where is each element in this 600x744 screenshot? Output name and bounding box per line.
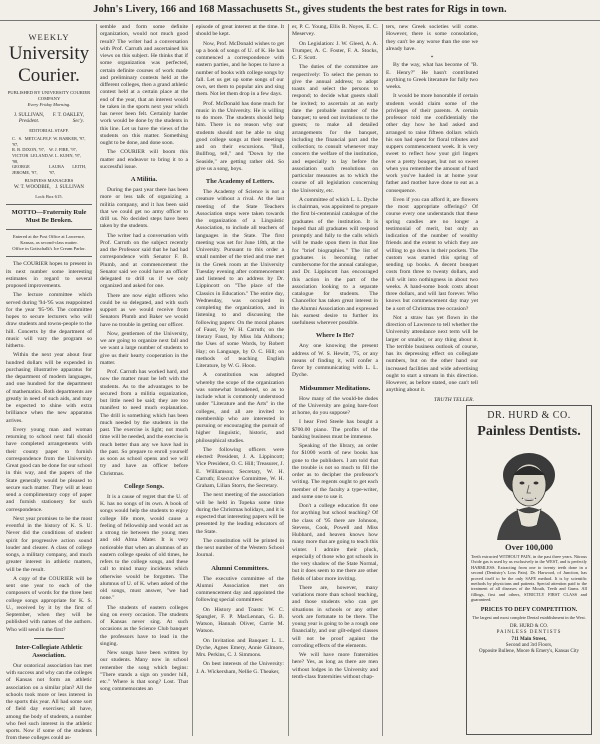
paragraph: During the past year there has been more or less talk of organizing a militia company, and it has been said that we could get no army officer to drill us. No decided steps have been taken by the students. <box>100 187 188 230</box>
entered-notice: Entered at the Post Office at Lawrence, Kansas, as second-class matter. <box>12 234 86 246</box>
paragraph: It is a cause of regret that the U. of K. has no songs of its own. A book of songs would help the students to enjoy college life more, would cause a feeling of fellowship and would act as a strong tie between the young men and old Alma Mater. It is very noticeable that when an alumnus of an eastern college speaks of old times, he refers to the college songs, and these call to mind many incidents which otherwise would be forgotten. The alumnus of U. of K. when asked of the old songs, must answer, "we had none." <box>100 493 188 602</box>
staff-member: W. L. KUHN, '97, <box>49 153 81 159</box>
paragraph: ters, new Greek societies will come. However, there is some consolation, they can't be any worse than the one we already have. <box>386 24 478 52</box>
paragraph: Every young man and woman returning to school next fall should have completed arrangements with their county paper to furnish correspondence from the University. Great good can be done for our school in this way, and the papers of the State generally would be pleased to secure such matter. They will at least send a complimentary copy of paper and furnish stationery for such correspondence. <box>6 426 92 513</box>
paragraph: Within the next year about four hundred dollars will be expended in purchasing illustrative apparatus for the department of modern languages, and one hundred for the department of mathematics. Both departments are greatly in need of such aids, and may be expected to shine with extra brilliance when the new apparatus arrives. <box>6 352 92 424</box>
masthead-motto: MOTTO—Fraternity Rule Must Be Broken. <box>11 209 87 225</box>
article-heading: Where Is He? <box>315 332 355 340</box>
woman-portrait-icon <box>487 445 571 540</box>
masthead-title: University Courier. <box>8 43 90 87</box>
article-heading: The Academy of Letters. <box>205 178 275 185</box>
secretary-title: Sec'y. <box>72 119 84 125</box>
paragraph: Any one knowing the present address of W. S. Hewitt, '75, or any means of finding it, will confer a favor by communicating with L. L. Dyche. <box>292 343 378 379</box>
paragraph: The constitution will be printed in the next number of the Western School Journal. <box>196 537 284 559</box>
paragraph: We will have more fraternities here? Yes, as long as there are men without lodges in the University and tenth-class fraternities without chap- <box>292 652 378 680</box>
column-5 <box>386 24 478 402</box>
paragraph: The students of eastern colleges sing on every occasion. The students of Kansas never sing. At such occasions as the Science Club banquet the professors have to lead in the singing. <box>100 604 188 647</box>
business-managers-heading: BUSINESS MANAGERS <box>24 178 74 184</box>
ad-firm: DR. HURD & CO. <box>509 624 549 630</box>
paragraph: Now, Prof. McDonald wishes to get up a book of songs of U. of K. He has commenced a correspondence with eastern parties, and he hopes to have a number of books with college songs by fall. Let us get up some songs of our own, set them to popular airs and sing them. Not let them drop in a few days. <box>196 40 284 98</box>
ad-largest: The largest and most complete Dental establishment in the West. <box>472 614 586 620</box>
paragraph: It would be more honorable if certain students would claim some of the privileges of their parents. A certain professor told me confidentially the other day how he had asked and arranged to raise fifteen dollars which his son had spent for floral tributes and suppers commencement week. It is very sweet to reflect how your girl lingers over a pretty bouquet, but not so sweet when you remember the amount of hard work you've hauled in at home your father and mother have done to eat as a consequence. <box>386 93 478 194</box>
paragraph: The executive committee of the Alumni Association met on commencement day and appointed the following special committees: <box>196 575 284 604</box>
paragraph: There are now eight officers who could be so delegated, and with such support as we would receive from Senators Plumb and Baker we would have no trouble in getting our officer. <box>100 292 188 328</box>
paragraph: Don't a college education fit one for anything but school teaching? Of the class of '95 there are Johnson, Stevens, Cook, Powell and Miss Hubbard, and heaven knows how many more that are going to teach this winter. I admire their pluck, especially of those who got schools in the very shadow of the State Normal, but it does seem to me there are other fields of labor more inviting. <box>292 503 378 582</box>
article-heading: Midsummer Meditations. <box>299 384 371 392</box>
column-1 <box>6 24 92 740</box>
ad-floors: Second and 3rd Floors, <box>505 642 553 648</box>
staff-member: R. B. DIXON, '97, <box>12 147 45 153</box>
paragraph: Now, gentlemen of the University, we are going to organize next fall and we want a large number of students to give us their hearty cooperation in the matter. <box>100 330 188 366</box>
office-location: Office in Gottschalk's Ice Cream Parlor. <box>12 246 86 252</box>
business-managers <box>6 185 92 191</box>
ad-prices: PRICES TO DEFY COMPETITION. <box>480 606 578 613</box>
paragraph: By the way, what has become of "B. E. Henry?" He hasn't contributed anything to Greek literature for fully two weeks. <box>386 62 478 90</box>
paragraph: I hear Fred Steele has bought a $700.00 piano. The profits of the banking business must be immense. <box>292 419 378 440</box>
paragraph: Even if you can afford it, are flowers the most appropriate offerings? Of course every one understands that these spring candies are no longer a testimonial of merit, but only an indication of the number of wealthy friends and the extent to which they are willing to go down in their pockets. The custom was started this spring of sending up books. A decent bouquet costs from three to twenty dollars, and will wilt into nothingness in about two weeks. A hand-some book costs about three dollars, and will last forever. Who knows but commencement day may yet be a sort of Christmas tree occasion? <box>386 196 478 312</box>
paragraph: The following officers were elected: President, J. A. Lippincott; Vice President, O. C. Hill; Treasurer, J. E. Williamson; Secretary, W. H. Carruth; Executive Committee, W. H. Graham, Lilian Storrs, the Secretary. <box>196 446 284 489</box>
president-name: J. SULLIVAN, <box>14 113 45 119</box>
column-rule <box>288 24 289 736</box>
divider <box>6 229 92 230</box>
manager-2: J. SULLIVAN <box>55 185 84 191</box>
ad-address-block <box>471 624 587 655</box>
staff-member: GEORGE JEROME, '97, <box>12 164 38 175</box>
staff-member: C. S. METCALFE, '97, <box>12 136 49 147</box>
livery-banner: John's Livery, 166 and 168 Massachusetts St., gives students the best rates for Rigs in town. <box>0 0 600 21</box>
divider <box>6 256 92 257</box>
paragraph: The COURIER hopes to present in its next number some interesting estimates in regard to several proposed improvements. <box>6 261 92 290</box>
paragraph: On History and Toasts: W. C. Spangler, F. P. MacLennan, G. B. Watson, Hannah Oliver, Carrie M. Watson. <box>196 606 284 635</box>
paragraph: The writer had a conversation with Prof. Carruth on the subject recently and the Professor said that he had had correspondence with Senator F. B. Plumb, and at commencement the Senator said we could have an officer delegated to drill us if we only organized and asked for one. <box>100 232 188 290</box>
ad-opposite: Opposite Bullene, Moore & Emery's, Kansas City <box>478 649 580 655</box>
paragraph: Next year promises to be the most eventful in the history of K. S. U. Never did the conditions of student spirit for progressive action sound louder and clearer. A class of college songs, a military company, and much greater interest in athletic matters, will be the result. <box>6 515 92 573</box>
paragraph: er, P. C. Young, Ellis B. Noyes, E. C. Meservey. <box>292 24 378 38</box>
secretary-name: F. T. OAKLEY, <box>52 113 84 119</box>
article-heading: Alumni Committees. <box>211 564 269 572</box>
ad-title: Painless Dentists. <box>477 424 581 439</box>
editorial-staff-list <box>12 136 86 175</box>
editorial-staff-heading: EDITORIAL STAFF. <box>29 128 69 134</box>
ad-street: 711 Main Street, <box>511 636 547 642</box>
paragraph: On Invitation and Banquet: L. L. Dyche, Agnes Emery, Annie Gilmore, Mrs. Perkins, C. J. Simmons. <box>196 637 284 658</box>
staff-member: LAURA LEITH, '97, <box>49 164 86 175</box>
paragraph: New songs have been written by our students. Many now in school remember the song which begins: "There stands a sign on yonder hill, etc." Where is that song? Lost. That song commemorates an <box>100 650 188 693</box>
paragraph: The lecture committee which served during '94-'95 was reappointed for the year '95-'96. The committee hopes to secure lecturers who will draw students and towns-people to the hill. Concerts by the department of music will vary the program so hitherto. <box>6 292 92 350</box>
paragraph: Prof. Carruth has worked hard, and now the matter must be left with the students. As to the advantages to be secured from a militia organization, but little need be said; they are too manifest to need much explanation. The drill is something which has been much needed by the students in the past. The exercise is light; not much time will be needed, and the exercise is much better than any we have had in the past. So prepare to enroll yourself as soon as school opens and we will try and have an officer before Christmas. <box>100 369 188 477</box>
column-2 <box>100 24 188 740</box>
column-rule <box>96 24 97 736</box>
staff-member: VICTOR LELAND, '98, <box>12 153 49 164</box>
manager-1: W. T. WOODBIE, <box>14 185 51 191</box>
paragraph: Speaking of the library, an order for $1000 worth of new books has gone to the publishers. I am told that the trouble is not so much to fill the order as to decipher the professor's writing. The regents ought to get each member of the faculty a type-writer, and some one to use it. <box>292 443 378 500</box>
paragraph: On Legislation: J. W. Gleed, A. A. Trumper, A. C. Foster, F. A. Stocks, C. F. Scott. <box>292 40 378 61</box>
column-3 <box>196 24 284 740</box>
paragraph: There are, however, many variations more than school teaching, and those students who can get situations in schools or any other work are fortunate to be there. The young year is going to be a rough one financially, and our gilt-edged classes will not be proof against the corroding effects of the elements. <box>292 584 378 649</box>
article-heading: A Militia. <box>130 176 158 183</box>
masthead-issued: Every Friday Morning. <box>27 102 71 108</box>
dentist-advertisement <box>466 405 592 735</box>
paragraph: A constitution was adopted whereby the scope of the organization was somewhat broadened, so as to include what is commonly understood under "Literature and the Arts" in the colleges, and all are invited to membership who are interested in pursuing or encouraging the pursuit of higher linguistic, historic, and philosophical studies. <box>196 372 284 444</box>
paragraph: The COURIER will boom this matter and endeavor to bring it to a successful issue. <box>100 149 188 170</box>
article-heading: College Songs. <box>123 482 165 490</box>
paragraph: Not a straw has yet flown in the direction of Lawrence to tell whether the University attendance next term will be larger or smaller, or any thing about it. The terrible business outlook of course, has its depressing effect on collegiate numbers, but on the other hand our increased facilities and wide advertising ought to start a stream in this direction. However, as before stated, one can't tell anything about it. <box>386 314 478 394</box>
ad-body: Teeth extracted WITHOUT PAIN, in the past three years. Nitrous Oxide gas is used by us exclusively in the WEST, and is perfectly HARMLESS. Extracting from one to twenty teeth done in a second (Dentistry's Loss Pain). Dr. Harwood, of Junction, has proved itself to be the only SAFE method. It is by scientific methods by physicians and patients. Special attention paid to the treatment of all diseases of the Mouth, Teeth and Gums. All fillings, first and others, STRICTLY FIRST CLASS and guaranteed. <box>471 554 587 603</box>
paragraph: The Academy of Science is not a creature without a rival. At the last meeting of the State Teachers Association steps were taken towards the organization of a Linguistic Association, to include all teachers of languages in the State. The first meeting was set for June 18th, at the University. Pursuant to this order a small number of the tried and true met in the Greek room at the University Tuesday evening after commencement and listened to an address by Dr. Lippincott on "The place of the Classics in Education." The entire day, Wednesday, was occupied in completing the organization, and in listening to and discussing the following papers: On the moral phases of Faust, by W. H. Carruth; on the literary Faust, by Miss Ida Ahlborn; the Uses of some Words, by Robert Hay; on Language, by O. C. Hill; on methods of teaching English Literature, by W. G. Hoon. <box>196 189 284 369</box>
paragraph: episode of great interest at the time. It should be kept. <box>196 24 284 38</box>
column-rule <box>382 24 383 736</box>
paragraph: On best interests of the University: J. A. Wickersham, Nellie G. Theaker, <box>196 661 284 675</box>
column-4 <box>292 24 378 740</box>
masthead-weekly: WEEKLY <box>28 32 70 42</box>
column-rule <box>192 24 193 736</box>
signature: TRUTH TELLER. <box>433 396 474 402</box>
president-title: President. <box>18 119 40 125</box>
masthead-publisher: PUBLISHED BY UNIVERSITY COURIER COMPANY <box>7 90 91 102</box>
separator-star: * <box>430 55 434 61</box>
paragraph: How many of the would-be dudes of the University are going bare-foot at home, do you suppose? <box>292 395 378 416</box>
paragraph: semble and form some definite organization, would not much good result? The writer had a conversation with Prof. Carruth and ascertained his views on this subject. He thinks that if some organization was perfected, certain definite courses of work made and preliminary contests held at the different colleges, then a grand athletic contest held at a certain place at the end of the year, that an interest would be taken in the sports next year which has never been felt. Certainly harder work would be done by the students in this line. Let us have the views of the students on this matter. Something ought to be done, and done soon. <box>100 24 188 146</box>
paragraph: The duties of the committee are respectively: To select the person to give the annual address; to adopt toasts and select the persons to respond; to decide what guests shall be invited; to ascertain at an early date the probable number of the banquet; to send out invitations to the guests; to make all detailed arrangements for the banquet, including the financial part and the collection; to consult whenever may concern the welfare of the institution, and especially to lay before the association such resolutions on particular measures as to which the course of all legislation concerning the University, etc. <box>292 64 378 194</box>
paragraph: A copy of the COURIER will be sent one year to each of the composers of words for the three best college songs appropriate for K. S. U., received by it by the first of September, when they will be published with names of the authors. Who will send in the first? <box>6 575 92 633</box>
paragraph: The next meeting of the association will be held in Topeka some time during the Christmas holidays, and it is expected that interesting papers will be presented by the leading educators of the State. <box>196 492 284 535</box>
divider <box>6 204 92 205</box>
ad-heading: DR. HURD & CO. <box>487 410 571 421</box>
staff-member: W. J. FIRE, '97, <box>49 147 77 153</box>
lock-box: Lock Box 615. <box>35 194 63 200</box>
paragraph: A committee of which L. L. Dyche is chairman, was appointed to prepare the first bi-centennial catalogue of the graduates of the institution. It is hoped that all graduates will respond promptly and fully to the calls which will be made upon them in that line for "brief biographies." The list of graduates is becoming rather cumbersome for the annual catalogue, and Dr. Lippincott has encouraged this action in the part of the association looking to a separate catalogue for students. The Chancellor has taken great interest in the Alumni Association and expressed his earnest desire to further its usefulness wherever possible. <box>292 196 378 326</box>
article-heading: Inter-Collegiate Athletic Association. <box>15 643 83 659</box>
ad-firm-sub: PAINLESS DENTISTS <box>496 630 562 636</box>
divider <box>34 638 64 639</box>
paragraph: Prof. McDonald has done much for music in the University. He is willing to do more. The students should help him. There is no reason why our students should not be able to sing good college songs at their meetings and on their excursions. "Bull, Bullfrog, tell," and "Down by the Seaside," are getting rather old. So give us a song, boys. <box>196 100 284 172</box>
paragraph: Our oratorical association has met with success and why can the colleges of Kansas not form an athletic association on a similar plan? All the schools took more or less interest in the sports this year. All had some sort of field day exercises; all have, among the body of students, a number who feel such interest in the athletic sports. Now if some of the students from these colleges could as- <box>6 662 92 740</box>
staff-member: F. W. BARKER, '97, <box>49 136 86 142</box>
masthead-officers <box>6 113 92 125</box>
ad-over-count: Over 100,000 <box>504 542 553 552</box>
